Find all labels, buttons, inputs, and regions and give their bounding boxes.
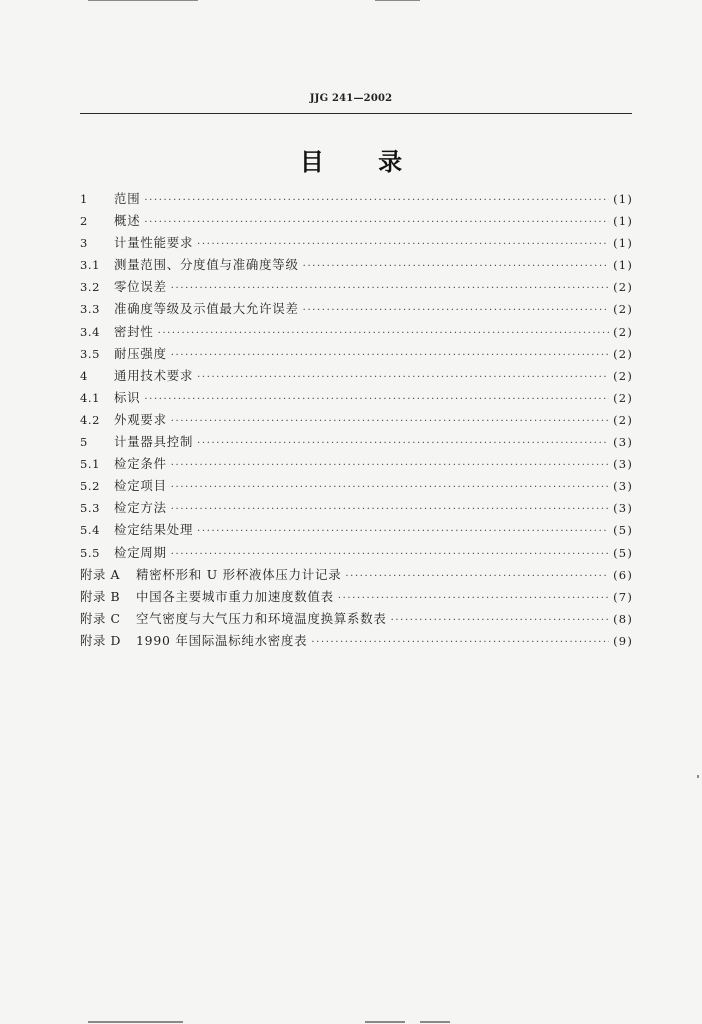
toc-entry-title: 范围	[114, 191, 141, 206]
toc-entry	[80, 586, 633, 608]
toc-entry-page: (1)	[613, 192, 633, 206]
toc-dot-leader	[311, 632, 609, 654]
toc-entry-number: 4.2	[80, 412, 101, 427]
toc-entry-title: 测量范围、分度值与准确度等级	[114, 257, 299, 273]
toc-entry-page: (8)	[613, 611, 633, 626]
toc-entry-title: 检定周期	[114, 544, 167, 560]
toc-entry	[80, 210, 633, 232]
toc-entry-page: (2)	[613, 280, 633, 295]
toc-entry	[80, 453, 633, 475]
toc-dot-leader	[171, 455, 609, 477]
toc-entry-number: 3.3	[80, 302, 101, 317]
toc-entry-number: 5.3	[80, 501, 101, 516]
toc-dot-leader	[338, 588, 609, 610]
toc-entry-page: (3)	[613, 457, 633, 472]
toc-entry	[80, 630, 633, 652]
toc-dot-leader	[303, 256, 609, 278]
toc-entry-title: 密封性	[114, 323, 154, 339]
title-char-1: 目	[299, 148, 324, 176]
toc-dot-leader	[391, 610, 609, 632]
toc-entry	[80, 608, 633, 630]
toc-entry-number: 5.2	[80, 479, 101, 494]
toc-dot-leader	[171, 411, 609, 433]
toc-entry	[80, 519, 633, 541]
toc-entry	[80, 188, 633, 210]
scan-mark-bottom	[420, 1021, 450, 1023]
toc-entry-page: (3)	[613, 501, 633, 516]
toc-entry-title: 1990 年国际温标纯水密度表	[136, 632, 308, 648]
toc-entry	[80, 276, 633, 298]
toc-entry	[80, 321, 633, 343]
toc-dot-leader	[197, 234, 609, 256]
toc-entry-number: 5.1	[80, 457, 101, 472]
toc-entry-page: (6)	[613, 567, 633, 582]
toc-entry	[80, 542, 633, 564]
toc-dot-leader	[171, 345, 609, 367]
toc-entry-page: (2)	[613, 368, 633, 383]
table-of-contents	[80, 188, 633, 652]
toc-entry-number: 5.5	[80, 545, 101, 560]
toc-entry-title: 零位误差	[114, 279, 167, 295]
toc-entry-title: 准确度等级及示值最大允许误差	[114, 301, 299, 317]
toc-dot-leader	[144, 190, 609, 212]
toc-dot-leader	[197, 367, 609, 389]
header-rule	[80, 113, 632, 114]
toc-entry-number: 3.5	[80, 346, 101, 361]
toc-entry-number: 1	[80, 192, 88, 206]
toc-entry-title: 标识	[114, 389, 141, 405]
toc-dot-leader	[345, 566, 609, 588]
toc-dot-leader	[171, 278, 609, 300]
toc-entry-number: 4.1	[80, 390, 101, 405]
toc-entry	[80, 343, 633, 365]
toc-entry-title: 概述	[114, 213, 141, 229]
toc-dot-leader	[144, 212, 609, 234]
toc-entry-page: (2)	[613, 346, 633, 361]
toc-entry-title: 检定条件	[114, 456, 167, 472]
toc-entry-title: 检定结果处理	[114, 522, 194, 538]
toc-entry-title: 耐压强度	[114, 345, 167, 361]
toc-entry-number: 附录 C	[80, 610, 121, 626]
toc-entry-number: 3.4	[80, 324, 101, 339]
toc-entry-title: 空气密度与大气压力和环境温度换算系数表	[136, 610, 387, 626]
scan-mark-top	[375, 0, 420, 1]
toc-entry-title: 精密杯形和 U 形杯液体压力计记录	[136, 566, 342, 582]
toc-entry-number: 3.2	[80, 280, 101, 295]
toc-entry-page: (2)	[613, 390, 633, 405]
toc-entry	[80, 365, 633, 387]
toc-entry-title: 检定方法	[114, 500, 167, 516]
scan-mark-top	[88, 0, 198, 1]
toc-entry	[80, 254, 633, 276]
toc-entry-number: 3.1	[80, 258, 101, 273]
toc-entry	[80, 497, 633, 519]
toc-dot-leader	[171, 544, 609, 566]
toc-entry-page: (1)	[613, 258, 633, 273]
toc-dot-leader	[171, 499, 609, 521]
toc-entry-page: (5)	[613, 545, 633, 560]
toc-entry-page: (5)	[613, 523, 633, 538]
toc-entry	[80, 387, 633, 409]
toc-entry-page: (3)	[613, 435, 633, 450]
standard-code: JJG 241—2002	[309, 93, 393, 104]
toc-entry-number: 5.4	[80, 523, 101, 538]
toc-entry-number: 附录 A	[80, 566, 121, 582]
toc-entry	[80, 232, 633, 254]
scan-mark-bottom	[365, 1021, 405, 1023]
toc-entry-number: 4	[80, 368, 88, 383]
toc-dot-leader	[171, 477, 609, 499]
toc-entry-title: 外观要求	[114, 411, 167, 427]
toc-dot-leader	[303, 300, 609, 322]
toc-entry-page: (2)	[613, 324, 633, 339]
toc-dot-leader	[144, 389, 609, 411]
toc-entry	[80, 475, 633, 497]
toc-entry-title: 中国各主要城市重力加速度数值表	[136, 588, 334, 604]
toc-dot-leader	[158, 323, 610, 345]
toc-entry-title: 计量性能要求	[114, 235, 194, 251]
toc-dot-leader	[197, 521, 609, 543]
toc-entry	[80, 564, 633, 586]
toc-entry-page: (7)	[613, 589, 633, 604]
toc-entry-page: (1)	[613, 214, 633, 229]
toc-entry-title: 计量器具控制	[114, 434, 194, 450]
toc-entry	[80, 298, 633, 320]
toc-entry	[80, 409, 633, 431]
toc-entry-title: 检定项目	[114, 478, 167, 494]
toc-entry-page: (3)	[613, 479, 633, 494]
toc-entry-title: 通用技术要求	[114, 367, 194, 383]
toc-entry-number: 附录 B	[80, 588, 121, 604]
scan-mark-right	[697, 775, 699, 778]
page-title	[0, 142, 702, 177]
toc-entry-page: (1)	[613, 236, 633, 251]
scan-mark-bottom	[88, 1021, 183, 1023]
toc-entry-number: 5	[80, 435, 88, 450]
toc-entry-page: (2)	[613, 412, 633, 427]
toc-entry-page: (9)	[613, 633, 633, 648]
toc-dot-leader	[197, 433, 609, 455]
toc-entry	[80, 431, 633, 453]
title-char-2: 录	[378, 148, 403, 176]
toc-entry-number: 2	[80, 214, 88, 229]
toc-entry-number: 附录 D	[80, 632, 122, 648]
toc-entry-page: (2)	[613, 302, 633, 317]
toc-entry-number: 3	[80, 236, 88, 251]
